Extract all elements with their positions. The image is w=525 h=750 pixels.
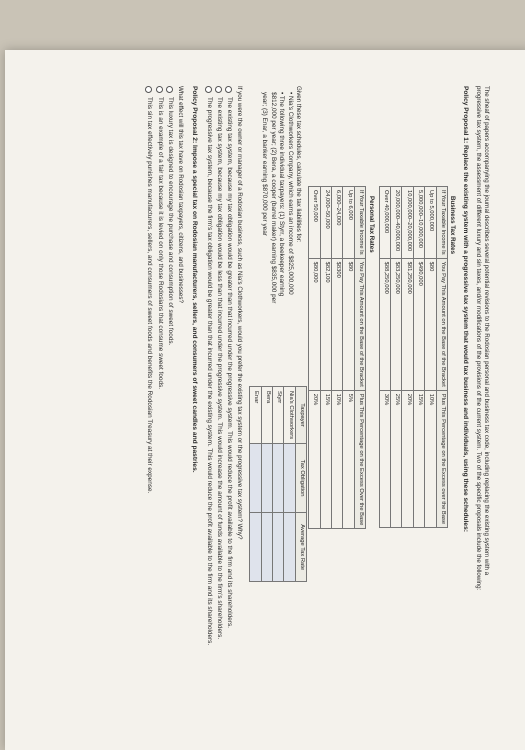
table-cell: 30% [379,390,390,527]
table-cell: 15% [320,390,331,529]
table-cell: 25% [391,390,402,527]
taxpayer-cell: Styrr [273,387,284,444]
table-header: You Pay This Amount on the Base of the Bracket [354,258,365,390]
tax-obligation-input[interactable] [250,444,261,513]
table-row [379,187,390,528]
bullet-item: • The following three individual taxpayers: (1) Styrr, a beekeeper earning $812,000 per year; (2) Bera, a cooper (barrel maker) earning $835,000 per year; (3) Enar, a banker earning $870,000 per year [260,92,286,304]
answer-option[interactable] [204,86,213,714]
average-rate-input[interactable] [261,513,272,582]
business-table-title: Business Tax Rates [449,196,457,255]
average-rate-input[interactable] [273,513,284,582]
table-cell: 15% [413,390,424,527]
taxpayer-cell: Enar [250,387,261,444]
radio-icon[interactable] [156,86,163,93]
answer-option[interactable] [145,86,154,714]
table-row [402,187,413,528]
table-cell: 10% [425,390,436,527]
calc-prompt: Given these tax schedules, calculate the tax liabilities for: [295,86,303,243]
table-cell: 6,000–24,000 [332,187,343,259]
taxpayer-cell: Nia's Clothworkers [284,387,295,444]
radio-icon[interactable] [225,86,232,93]
table-cell: Over 50,000 [309,187,320,259]
table-cell: $80 [343,258,354,390]
document-page [5,50,525,750]
option-text: The existing tax system, because my tax obligation would be less than that incurred under the progressive system. This would increase the amount of funds available to the firm's shareholders. [216,97,224,640]
option-text: The progressive tax system, because the firm's tax obligation would be greater than that incurred under the existing system. This would reduce the profit available to the firm and its shareholders. [206,97,214,646]
tax-obligation-input[interactable] [261,444,272,513]
option-text: This is an example of a fair tax because it is levied on only those Rodosians that consume sweet foods. [156,97,164,389]
radio-icon[interactable] [166,86,173,93]
proposal-1-title: Policy Proposal 1: Replace the existing system with a progressive tax system that would tax business and individuals, using these schedules: [462,86,470,532]
tax-obligation-table [249,386,307,582]
table-cell: $83,250,000 [391,258,402,390]
table-row [413,187,424,528]
table-row [250,387,261,582]
answer-option[interactable] [155,86,164,714]
table-cell: $80,000 [309,258,320,390]
table-header: If Your Taxable Income Is [354,187,365,259]
table-cell: 10% [332,390,343,529]
taxpayer-cell: Bera [261,387,272,444]
table-header: Plus This Percentage on the Excess Over the Base [354,390,365,529]
table-cell: 20,000,000–40,000,000 [391,187,402,259]
table-cell: 10,000,000–20,000,000 [402,187,413,259]
table-cell: 5,000,000–10,000,000 [413,187,424,259]
radio-icon[interactable] [145,86,152,93]
table-cell: $81,250,000 [402,258,413,390]
table-cell: $80 [425,258,436,390]
radio-icon[interactable] [205,86,212,93]
table-cell: $82,100 [320,258,331,390]
table-cell: 20% [402,390,413,527]
answer-option[interactable] [165,86,174,714]
table-row [332,187,343,529]
table-header: You Pay This Amount on the Base of the Bracket [436,258,447,390]
tax-obligation-input[interactable] [273,444,284,513]
answer-option[interactable] [215,86,224,714]
table-row [309,187,320,529]
table-cell: $8300 [332,258,343,390]
table-header: Plus This Percentage on the Excess over the Base [436,390,447,527]
table-row [261,387,272,582]
option-text: The existing tax system, because my tax obligation would be greater than that incurred under the progressive system. This would reduce the profit available to the firm and its shareholders. [226,97,234,628]
bullet-item: • Nia's Clothworkers Company, which earns an income of $825,000,000 [286,92,294,295]
tax-obligation-input[interactable] [284,444,295,513]
personal-table-title: Personal Tax Rates [367,196,375,253]
table-header: Tax Obligation [295,444,306,513]
bullet-text: Nia's Clothworkers Company, which earns an income of $825,000,000 [286,96,294,295]
table-row [273,387,284,582]
average-rate-input[interactable] [250,513,261,582]
personal-tax-table [308,186,366,529]
table-row [320,187,331,529]
table-cell: 20% [309,390,320,529]
table-header: Taxpayer [295,387,306,444]
intro-text: The sheaf of papers accompanying the journal describes several potential revisions to the Rodosian personal and business tax code, including replacing the existing system with a progressive tax system, the assessment of different luxury and sin taxes, and/or modifications of the provisions of the current system. Two of the specific proposals include the following: [474,86,490,591]
table-cell: $490,000 [413,258,424,390]
question-2: What effect will this tax have on Rodosian taxpayers, citizens, and businesses? [176,86,184,303]
table-row [391,187,402,528]
table-cell: 5% [343,390,354,529]
question-1: If you were the owner or manager of a Rodosian business, such as Nia's Clothworkers, would you prefer the existing tax system or the progressive tax system? Why? [236,86,244,540]
option-text: This luxury tax is designed to encourage the purchase and consumption of sweet foods. [166,97,174,346]
option-text: This sin tax effectively punishes manufacturers, sellers, and consumers of sweet foods and benefits the Rodosian Treasury at their expense. [146,97,154,494]
business-tax-table [379,186,448,528]
table-cell: 24,000–50,000 [320,187,331,259]
bullet-text: The following three individual taxpayers: (1) Styrr, a beekeeper earning $812,000 per year; (2) Bera, a cooper (barrel maker) earning $835,000 per year; (3) Enar, a banker earning $870,000 per year [260,92,286,304]
table-cell: Over 40,000,000 [379,187,390,259]
table-cell: $88,250,000 [379,258,390,390]
average-rate-input[interactable] [284,513,295,582]
table-cell: Up to 5,000,000 [425,187,436,259]
answer-option[interactable] [225,86,234,714]
table-row [343,187,354,529]
table-row [425,187,436,528]
proposal-2-title: Policy Proposal 2: Impose a special tax on Rodosian manufacturers, sellers, and consumers of sweet candles and pastries. [191,86,199,473]
table-cell: Up to 6,000 [343,187,354,259]
table-header: If Your Taxable Income Is [436,187,447,259]
radio-icon[interactable] [215,86,222,93]
table-row [284,387,295,582]
table-header: Average Tax Rate [295,513,306,582]
